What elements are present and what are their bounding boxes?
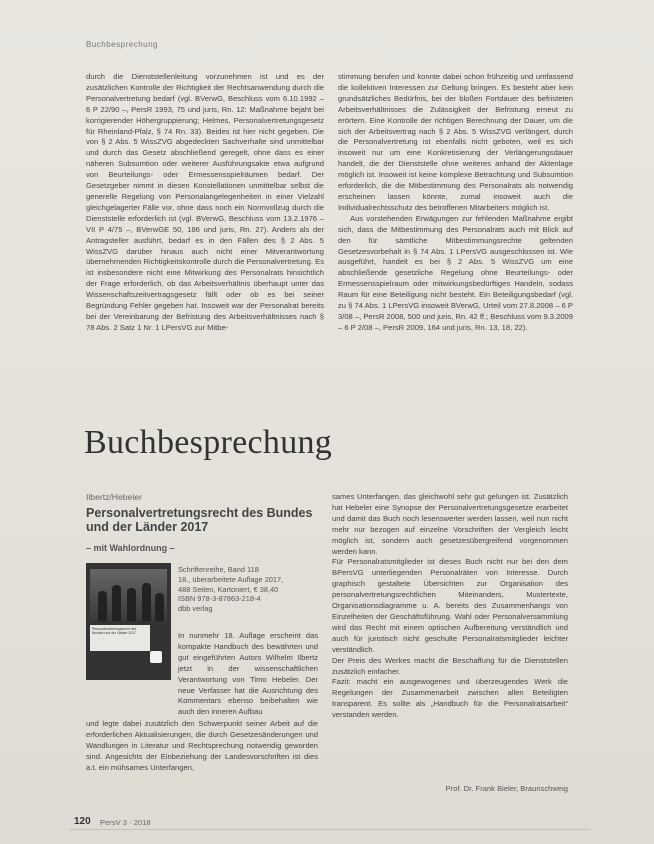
paragraph: durch die Dienststellenleitung vorzunehmen ist und es der zusätzlichen Kontrolle der Richtigkeit der Rechtsanwendung durch die Personalvertretung bedarf (vgl. BVerwG, Beschluss vom 6.10.1992 – 6 P 22/90 –, PersR 1993, 75 und juris, Rn. 12: Maßnahme bejaht bei korrigierender Höhergruppierung; Helmes, Personalvertretungsgesetz für Rheinland-Pfalz, § 74 Rn. 33). Beides ist hier nicht gegeben. Die von § 2 Abs. 5 WissZVG abgedeckten Sachverhalte sind unmittelbar und durch das Gesetz abschließend geregelt, ohne dass es einer näheren Subsumtion oder weiterer Ausführungsakte etwa aufgrund von Beurteilungs- oder Ermessensspielräumen bedarf. Der Gesetzgeber nimmt in diesen Konstellationen unmittelbar selbst die generelle Regelung von Personalangelegenheiten in einer Vielzahl gleichgelagerter Fälle vor, ohne dass noch ein Normvollzug durch die Dienststelle erforderlich ist (vgl. BVerwG, Beschluss vom 13.2.1976 – VII P 4/75 –, BVerwGE 50, 186 und juris, Rn. 27). Anders als der Antragsteller ausführt, bedarf es in den Fällen des § 2 Abs. 5 WissZVG darüber hinaus auch nicht einer Mitverantwortung übernehmenden Richtigkeitskontrolle durch die Personalvertretung. Es ist insbesondere nicht eine Mitwirkung des Personalrats hinsichtlich der Frage erforderlich, ob das Arbeitsverhältnis überhaupt unter das Wissenschaftszeitvertragsgesetz fällt oder ob es bei seiner Begründung Fehler gegeben hat. Insoweit war der Personalrat bereits bei der Vereinbarung der Befristung des Arbeitsverhältnisses nach § 78 Abs. 2 Satz 1 Nr. 1 LPersVG zur Mitbe- [86,72,324,332]
page-number: 120 [74,816,91,827]
meta-line: 488 Seiten, Kartoniert, € 38,40 [178,584,279,594]
meta-line: ISBN 978-3-87863-218-4 [178,594,261,604]
paragraph: Fazit: macht ein ausgewogenes und überzeugendes Werk die Regelungen der Zusammenarbeit zwischen allen Beteiligten transparent. Es sollte als „Handbuch für die Personalratsarbeit“ verstanden werden. [332,677,568,720]
paragraph: stimmung berufen und konnte dabei schon frühzeitig und umfassend die kollektiven Interessen zur Geltung bringen. Es besteht aber kein grundsätzliches Bedürfnis, bei der bloßen Fortdauer des befristeten Arbeitsverhältnisses die Zulässigkeit der Befristung erneut zu erörtern. Eine Kontrolle der richtigen Berechnung der Dauer, um die sich der Arbeitsvertrag nach § 2 Abs. 5 WissZVG verlängert, durch die Personalvertretung ist ebenfalls nicht geboten, weil es sich insoweit nur um eine Konkretisierung der Verlängerungsdauer handelt, die der Dienststelle ohne weiteres anhand der Aktenlage möglich ist. Insoweit ist keine komplexe Betrachtung und Subsumtion erforderlich, die die Mitbestimmung des Personalrats als notwendig erscheinen lassen könnte, zumal insoweit auch die Individualrechtsschutz des betroffenen Mitarbeiters möglich ist. [338,72,573,212]
book-subtitle: – mit Wahlordnung – [86,543,175,553]
top-left-column [86,72,324,334]
running-head: Buchbesprechung [86,40,158,49]
footer-divider [70,829,590,830]
section-title: Buchbesprechung [84,424,333,461]
meta-line: dbb verlag [178,604,213,614]
book-cover-image [86,563,171,680]
cover-photo [90,569,167,621]
journal-name: PersV 3 · 2018 [100,818,151,827]
paragraph: Der Preis des Werkes macht die Beschaffung für die Dienststellen zusätzlich einfacher. [332,655,568,676]
book-title: Personalvertretungsrecht des Bundes und der Länder 2017 [86,506,313,534]
paragraph: In nunmehr 18. Auflage erscheint das kompakte Handbuch des bewährten und gut eingeführten Autors Wilhelm Ilbertz jetzt in der wissenschaftlichen Verantwortung von Timo Hebeler. Der neue Verfasser hat die Ausrichtung des Kommentars ebenso beibehalten wie auch den inneren Aufbau [178,631,318,717]
paragraph: und legte dabei zusätzlich den Schwerpunkt seiner Arbeit auf die erforderlichen Aktualisierungen, die durch Gesetzesänderungen und Wandlungen in Literatur und Rechtsprechung notwendig geworden sind. Angesichts der Einbeziehung der Landesvorschriften ist dies a.t. ein mühsames Unterfangen, [86,719,318,772]
meta-line: 18., überarbeitete Auflage 2017, [178,574,284,584]
meta-line: Schriftenreihe, Band 118 [178,565,259,574]
top-right-column [338,72,573,334]
book-authors: Ilbertz/Hebeler [86,492,142,502]
paragraph: Aus vorstehenden Erwägungen zur fehlenden Maßnahme ergibt sich, dass die Mitbestimmung des Personalrats auch mit Blick auf den für sämtliche Mitbestimmungsrechte geltenden Gesetzesvorbehalt in § 74 Abs. 1 LPersVG ausgeschlossen ist. Wie ausgeführt, handelt es bei § 2 Abs. 5 WissZVG um eine abschließende gesetzliche Regelung ohne Beurteilungs- oder Ermessensspielraum oder mitwirkungsbedürftiges Handeln, sodass Raum für eine Beteiligung nicht besteht. Ein Beteiligungsbedarf (vgl. zu § 74 Abs. 1 LPersVG insoweit BVerwG, Urteil vom 27.8.2008 – 6 P 3/08 –, PersR 2008, 500 und juris, Rn. 42 ff.; Beschluss vom 9.3.2009 – 6 P 2/08 –, PersR 2009, 164 und juris, Rn. 13, 18, 22). [338,213,573,332]
paragraph: sames Unterfangen, das gleichwohl sehr gut gelungen ist. Zusätzlich hat Hebeler eine Synopse der Personalvertretungsgesetze erarbeitet und damit das Buch noch lesenswerter werden lassen, weil nun nicht mehr nur bezogen auf einzelne Vorschriften der Vergleich leicht möglich ist, sondern auch gesetzesübergreifend vorgenommen werden kann. [332,492,568,556]
review-left-column [86,719,318,774]
publisher-logo-icon [150,651,162,663]
review-right-column [332,492,568,721]
cover-title: Personalvertretungsrecht des Bundes und der Länder 2017 [90,625,150,651]
paragraph: Für Personalratsmitglieder ist dieses Buch nicht nur bei den dem BPersVG unterliegenden Personalräten von Interesse. Durch graphisch gestaltete Übersichten zur Organisation des personalvertretungsrechtlichen Miteinanders, Mustertexte, Organisationsdiagramme u. A. bereits des Zusammenhangs von Einzelheiten der Geschäftsführung. Wahl oder Personalversammlung wird das Recht mit einem optischen Aufbereitung verständlich und auch für juristisch nicht geschulte Personalratsmitglieder leichter verständlich. [332,557,568,654]
review-intro [178,631,318,718]
book-metadata [178,565,318,614]
review-signature: Prof. Dr. Frank Bieler, Braunschweig [445,784,568,793]
